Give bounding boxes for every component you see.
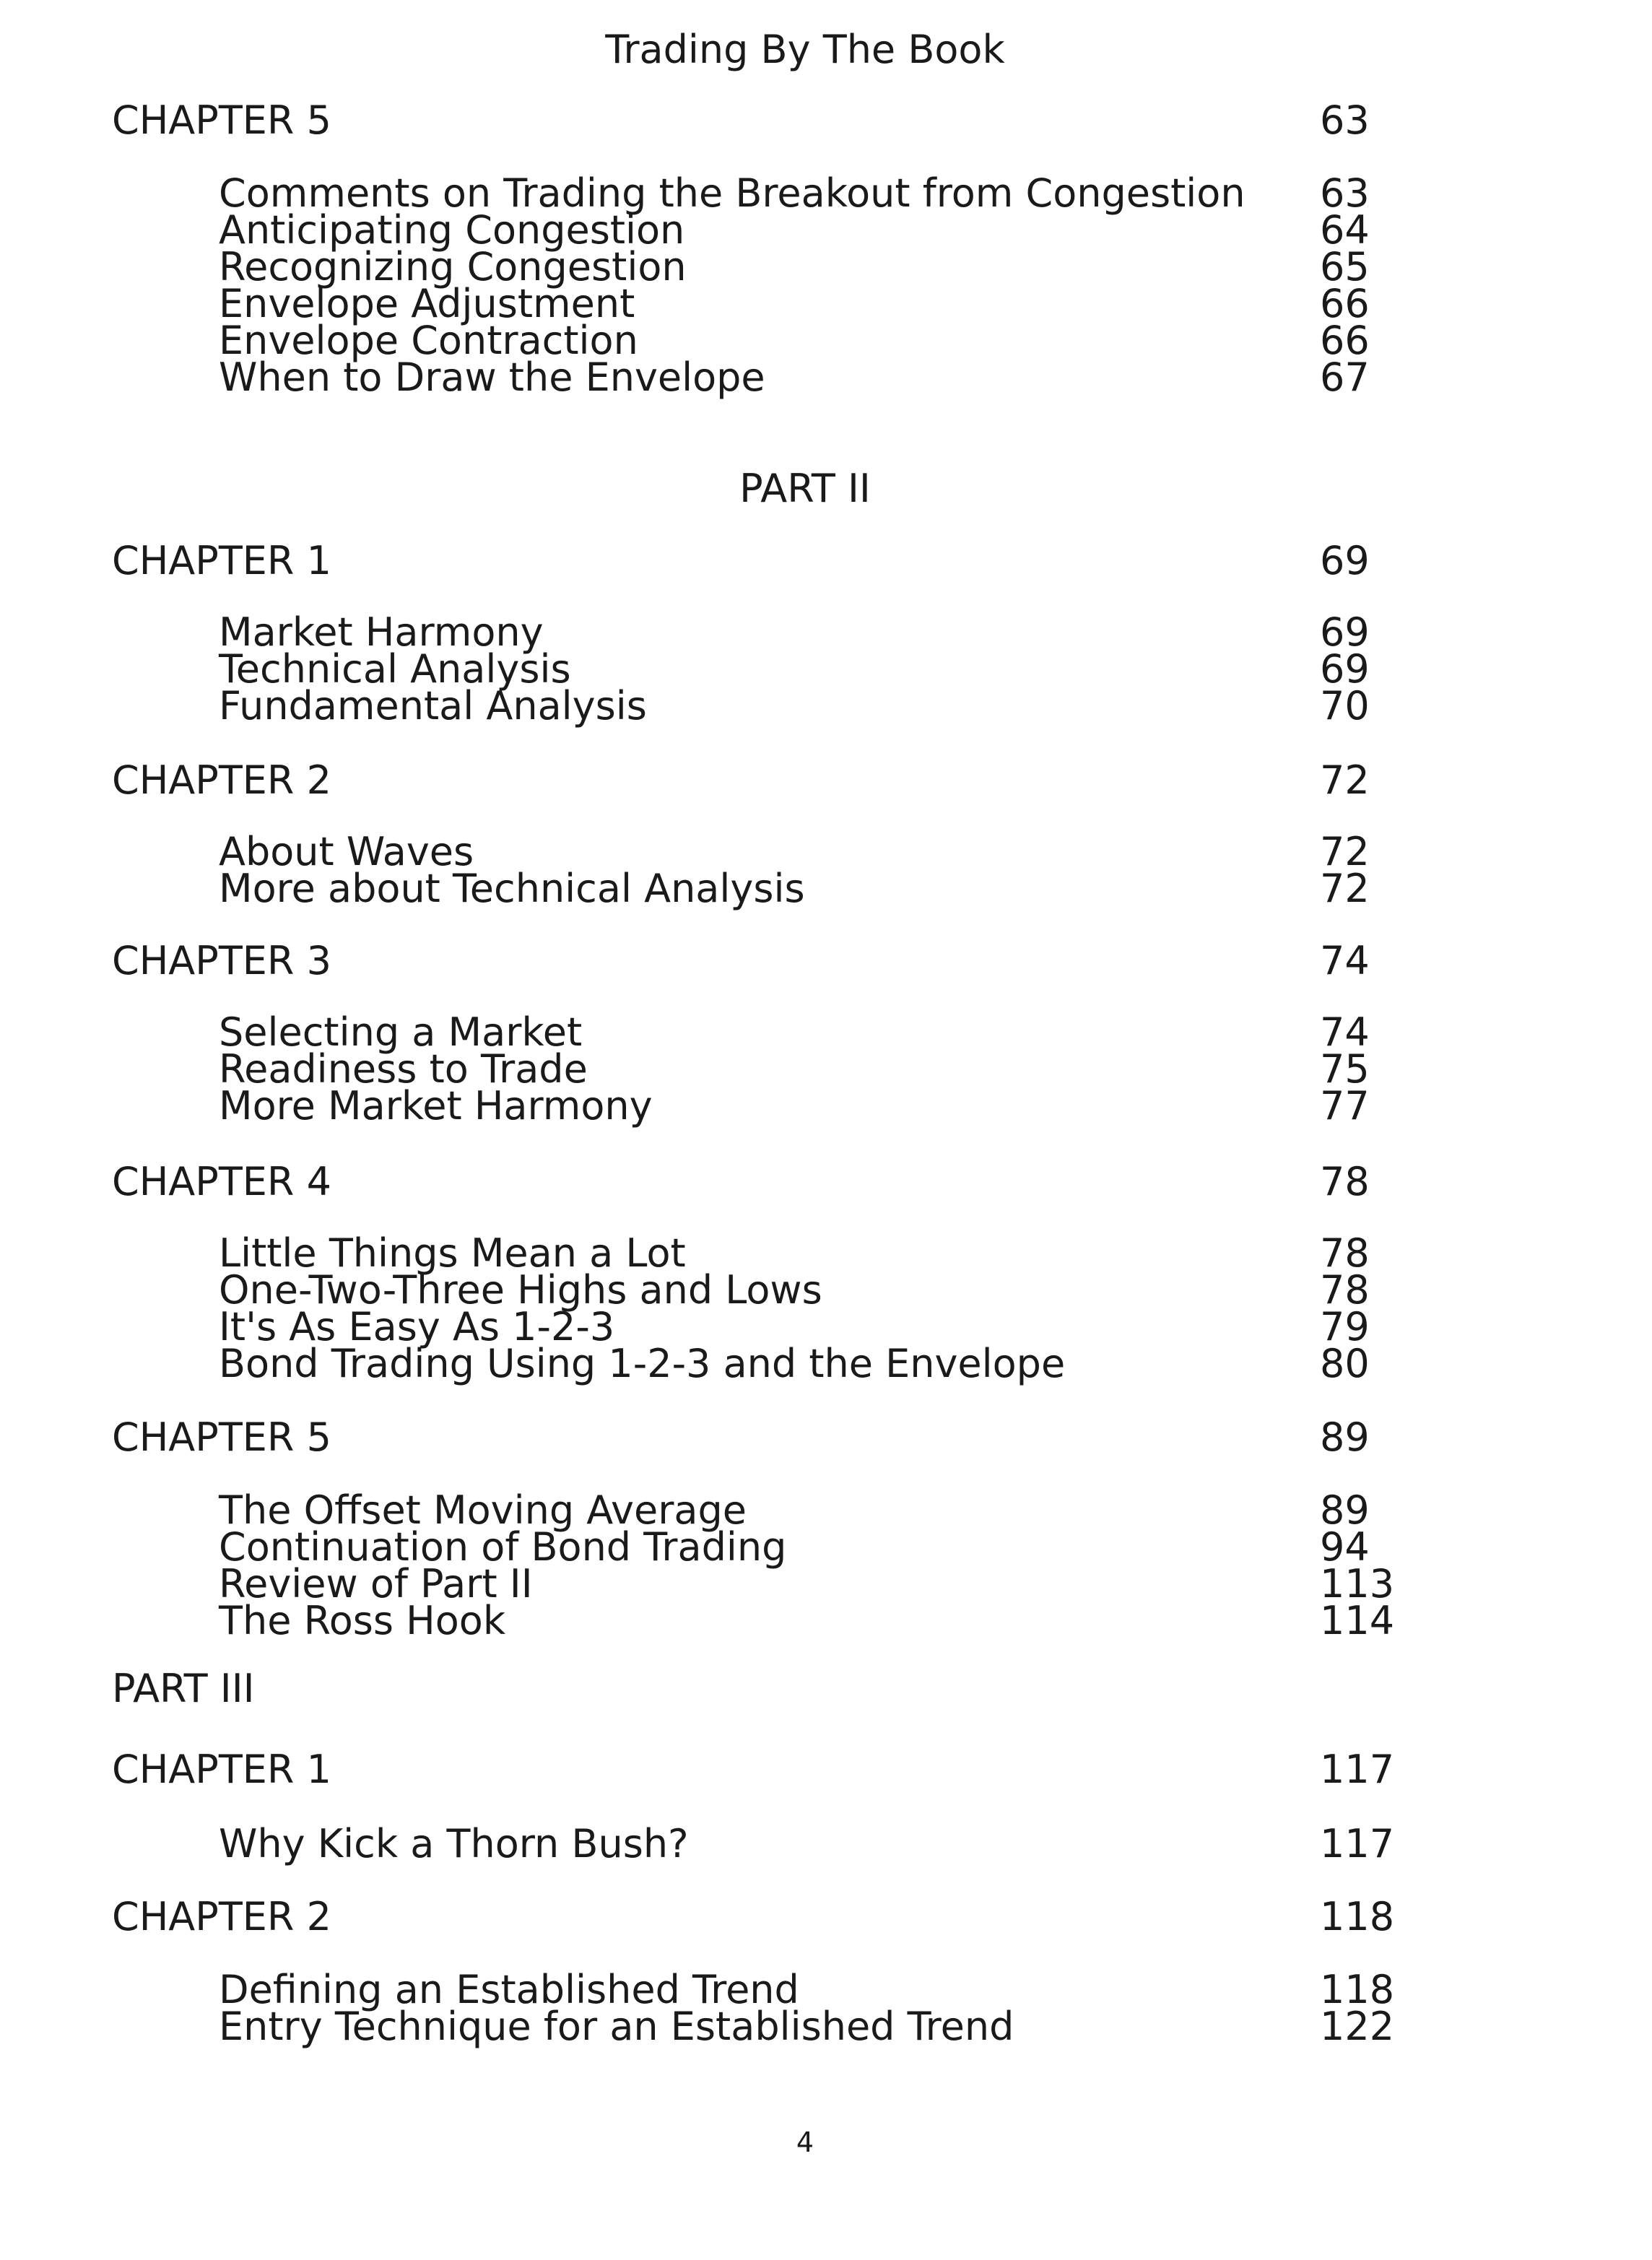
entry-title: The Ross Hook xyxy=(219,1598,506,1643)
entry-page: 114 xyxy=(1320,1598,1395,1643)
entry-page: 118 xyxy=(1320,1967,1395,2012)
entry-title: Envelope Adjustment xyxy=(219,281,635,326)
entry-title: Market Harmony xyxy=(219,609,544,655)
entry-title: It's As Easy As 1-2-3 xyxy=(219,1304,615,1350)
chapter-label: CHAPTER 4 xyxy=(112,1159,331,1204)
entry-title: More Market Harmony xyxy=(219,1083,653,1129)
entry-page: 77 xyxy=(1320,1083,1370,1129)
toc-entries xyxy=(219,170,1446,400)
entry-page: 122 xyxy=(1320,2004,1395,2049)
entry-page: 66 xyxy=(1320,318,1370,363)
entry-title: Selecting a Market xyxy=(219,1009,583,1055)
entry-page: 78 xyxy=(1320,1267,1370,1313)
toc-entry xyxy=(219,1046,1446,1092)
running-header-title: Trading By The Book xyxy=(605,27,1005,72)
entry-page: 65 xyxy=(1320,244,1370,290)
toc-entry xyxy=(219,646,1446,692)
entry-title: Entry Technique for an Established Trend xyxy=(219,2004,1014,2049)
toc-entry xyxy=(219,1967,1446,2012)
entry-title: Bond Trading Using 1-2-3 and the Envelope xyxy=(219,1341,1066,1386)
entry-title: Defining an Established Trend xyxy=(219,1967,799,2012)
chapter-page: 89 xyxy=(1320,1414,1370,1460)
entry-title: Technical Analysis xyxy=(219,646,571,692)
chapter-page: 78 xyxy=(1320,1159,1370,1204)
entry-page: 117 xyxy=(1320,1821,1395,1866)
toc-entry xyxy=(219,1009,1446,1055)
entry-page: 80 xyxy=(1320,1341,1370,1386)
entry-title: The Offset Moving Average xyxy=(219,1487,747,1533)
chapter-label: CHAPTER 5 xyxy=(112,97,331,143)
toc-entry xyxy=(219,683,1446,729)
toc-entry xyxy=(219,318,1446,363)
entry-title: Why Kick a Thorn Bush? xyxy=(219,1821,689,1866)
entry-title: Envelope Contraction xyxy=(219,318,638,363)
entry-page: 66 xyxy=(1320,281,1370,326)
toc-entry xyxy=(219,355,1446,400)
toc-entry xyxy=(219,1083,1446,1129)
chapter-page: 74 xyxy=(1320,938,1370,983)
toc-entries xyxy=(219,1230,1446,1386)
entry-title: Recognizing Congestion xyxy=(219,244,687,290)
toc-entry xyxy=(219,1598,1446,1643)
chapter-label: CHAPTER 3 xyxy=(112,938,331,983)
toc-entry xyxy=(219,829,1446,874)
toc-entry xyxy=(219,2004,1446,2049)
entry-page: 63 xyxy=(1320,170,1370,216)
chapter-page: 118 xyxy=(1320,1894,1395,1939)
toc-entries xyxy=(219,1967,1446,2049)
entry-title: One-Two-Three Highs and Lows xyxy=(219,1267,822,1313)
toc-entry xyxy=(219,1561,1446,1607)
entry-title: Little Things Mean a Lot xyxy=(219,1230,686,1276)
toc-entry xyxy=(219,609,1446,655)
toc-entries xyxy=(219,1009,1446,1129)
toc-entry xyxy=(219,281,1446,326)
entry-page: 72 xyxy=(1320,866,1370,911)
entry-page: 113 xyxy=(1320,1561,1395,1607)
entry-page: 69 xyxy=(1320,609,1370,655)
toc-entry xyxy=(219,244,1446,290)
chapter-page: 117 xyxy=(1320,1747,1395,1792)
entry-page: 74 xyxy=(1320,1009,1370,1055)
chapter-label: CHAPTER 1 xyxy=(112,538,331,583)
entry-page: 94 xyxy=(1320,1524,1370,1570)
toc-entry xyxy=(219,866,1446,911)
part-heading: PART III xyxy=(112,1666,255,1711)
entry-page: 67 xyxy=(1320,355,1370,400)
chapter-page: 72 xyxy=(1320,757,1370,803)
entry-title: Review of Part II xyxy=(219,1561,533,1607)
entry-page: 70 xyxy=(1320,683,1370,729)
part-heading: PART II xyxy=(739,466,871,511)
toc-entry xyxy=(219,1487,1446,1533)
entry-title: About Waves xyxy=(219,829,474,874)
entry-page: 89 xyxy=(1320,1487,1370,1533)
entry-page: 79 xyxy=(1320,1304,1370,1350)
entry-page: 69 xyxy=(1320,646,1370,692)
chapter-label: CHAPTER 1 xyxy=(112,1747,331,1792)
toc-entries xyxy=(219,609,1446,729)
entry-title: Readiness to Trade xyxy=(219,1046,588,1092)
entry-title: Anticipating Congestion xyxy=(219,207,685,253)
page-number: 4 xyxy=(796,2126,814,2158)
chapter-label: CHAPTER 2 xyxy=(112,757,331,803)
entry-title: Comments on Trading the Breakout from Congestion xyxy=(219,170,1245,216)
entry-title: Continuation of Bond Trading xyxy=(219,1524,787,1570)
entry-page: 72 xyxy=(1320,829,1370,874)
entry-title: When to Draw the Envelope xyxy=(219,355,765,400)
toc-entries xyxy=(219,1821,1446,1866)
toc-entries xyxy=(219,829,1446,911)
toc-entry xyxy=(219,1341,1446,1386)
chapter-label: CHAPTER 5 xyxy=(112,1414,331,1460)
chapter-label: CHAPTER 2 xyxy=(112,1894,331,1939)
entry-page: 78 xyxy=(1320,1230,1370,1276)
entry-title: Fundamental Analysis xyxy=(219,683,647,729)
toc-entry xyxy=(219,1304,1446,1350)
chapter-page: 63 xyxy=(1320,97,1370,143)
toc-entries xyxy=(219,1487,1446,1643)
chapter-page: 69 xyxy=(1320,538,1370,583)
toc-entry xyxy=(219,1267,1446,1313)
toc-entry xyxy=(219,1821,1446,1866)
entry-page: 75 xyxy=(1320,1046,1370,1092)
toc-entry xyxy=(219,1230,1446,1276)
entry-title: More about Technical Analysis xyxy=(219,866,805,911)
toc-entry xyxy=(219,207,1446,253)
entry-page: 64 xyxy=(1320,207,1370,253)
toc-entry xyxy=(219,170,1446,216)
toc-entry xyxy=(219,1524,1446,1570)
